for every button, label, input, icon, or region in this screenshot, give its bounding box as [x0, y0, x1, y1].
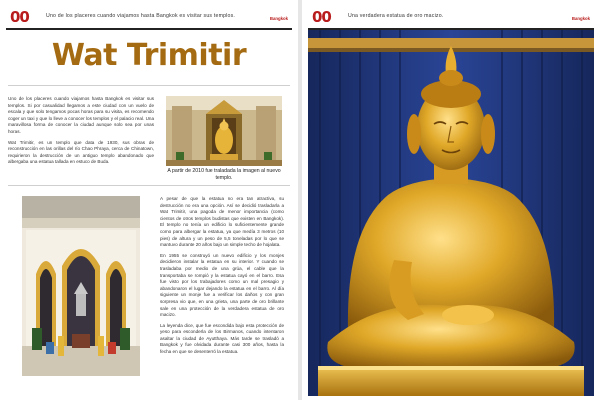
- left-page: [0, 0, 298, 400]
- left-page-number: 00: [10, 8, 29, 26]
- right-header: [308, 8, 594, 30]
- intro-paragraph-2: Wat Trimitir, es un templo que data de 1930, sus obras de reconstrucción en las orillas del río Chao Phraya, cerca de Chinatown, requirieron la destrucción de un antiguo templo abandonado que albergaba una estatua tallada en estuco de Buda.: [8, 139, 154, 165]
- photo-caption: A partir de 2010 fue traladada la imagen al nuevo templo.: [167, 168, 281, 181]
- right-brand-label: Bangkok: [571, 16, 590, 21]
- golden-buddha-photo: [308, 30, 594, 396]
- temple-interior-photo: [166, 96, 282, 166]
- title-divider: [8, 85, 290, 86]
- page-title: Wat Trimitir: [51, 38, 247, 73]
- right-page-number: 00: [312, 8, 331, 26]
- intro-paragraph-1: Uno de los placeres cuando viajamos hasta Bangkok es visitar sus templos. Si por casualidad llegamos a este ciudad con un vuelo de escala y que solo tengamos pocas horas para su visita, es recomendo coger un taxi y que lo lleve a conocer los templos y el palacio real. Una maravillosa forma de conocer la ciudad aunque solo sea por unas horas.: [8, 96, 154, 134]
- main-paragraph-3: La leyenda dice, que fue escondida bajo esta protección de yeso para esconderla de los Birmanos, cuando intentaron asaltar la ciudad de Ayutthaya. Más tarde se trasladó a Bangkok y fue olvidada durante casi 300 años, hasta la fecha en que se desenterró la estatua.: [160, 322, 284, 355]
- left-brand-label: Bangkok: [269, 16, 288, 21]
- right-header-text: Una verdadera estatua de oro macizo.: [348, 13, 444, 19]
- main-paragraph-1: A pesar de que la estatua no era tan atractiva, su destrucción no era una opción. Así se decidió trasladarla a Wat Trimitir, una pagoda de menor importancia (como cientos de otros templos budistas que existen en Bangkok). El templo no tenía un edificio lo suficientemente grande como para albergar la estatua, ya que medía 3 metros (10 pies) de altura y un peso de 5,5 toneladas por lo que se mantuvo durante 20 años bajo un simple techo de hojalata.: [160, 196, 284, 248]
- section-divider: [8, 185, 290, 186]
- right-page: [302, 0, 600, 400]
- main-paragraph-2: En 1955 se construyó un nuevo edificio y los monjes decidieron instalar la estatua en su interior. Y cuando se trasladaba por medio de una grúa, el cable que la transportaba se rompió y la estatua cayó en el barro. Esa fue visto por los trabajadores como un mal presagio y abandonaron el lugar dejando la estatua en el barro. Al día siguiente un monje fue a verificar los daños y con gran sorpresa vio que, en una grieta, una parte de oro brillante sale en una protección de la verdadera estatua de oro macizo.: [160, 252, 284, 318]
- main-text: [160, 196, 284, 360]
- temple-facade-photo: [22, 196, 140, 376]
- left-header: [6, 8, 292, 30]
- intro-text: [8, 96, 154, 170]
- left-header-text: Uno de los placeres cuando viajamos hasta Bangkok es visitar sus templos.: [46, 13, 236, 19]
